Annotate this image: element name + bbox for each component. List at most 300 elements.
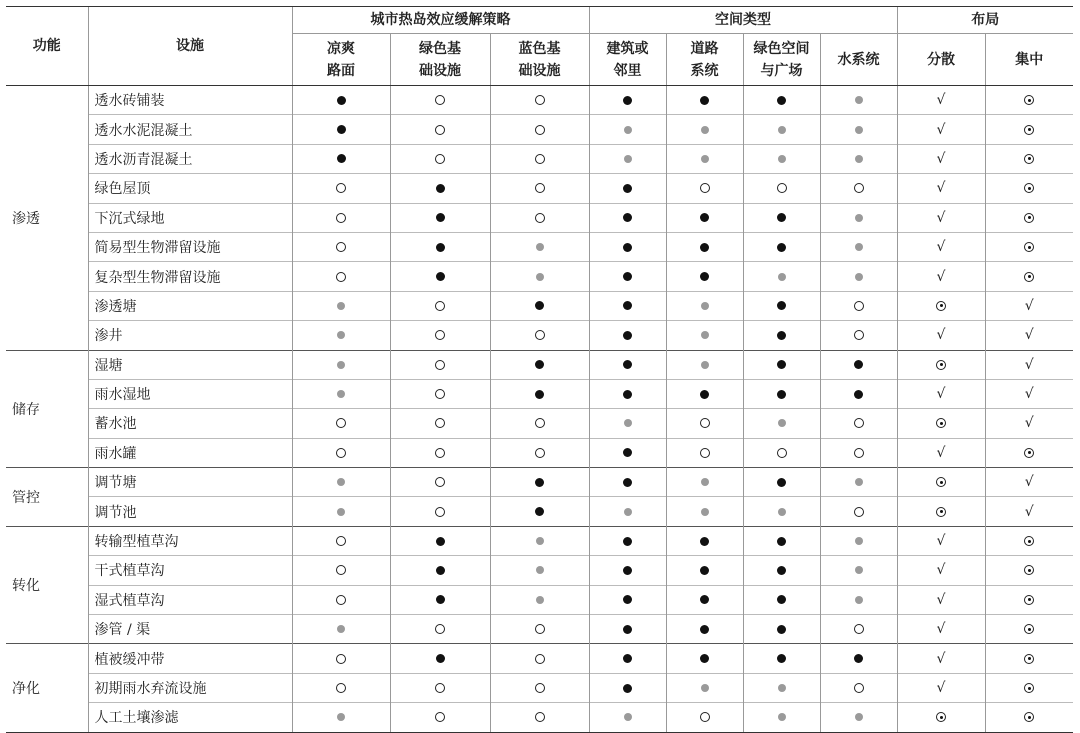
check-mark-icon: √ — [1024, 415, 1034, 432]
matrix-cell — [292, 556, 390, 585]
matrix-cell — [666, 232, 743, 261]
matrix-cell — [897, 203, 985, 232]
hollow-circle-icon — [854, 183, 864, 193]
hollow-circle-icon — [700, 418, 710, 428]
facility-name: 转输型植草沟 — [88, 526, 292, 555]
matrix-cell — [589, 468, 666, 497]
matrix-cell — [743, 585, 820, 614]
gray-dot-icon — [536, 596, 544, 604]
full-dot-icon — [623, 213, 632, 222]
matrix-cell — [292, 350, 390, 379]
matrix-cell — [589, 526, 666, 555]
matrix-cell — [743, 86, 820, 115]
matrix-cell — [292, 409, 390, 438]
subheader-road: 道路 系统 — [666, 34, 743, 86]
matrix-cell — [292, 497, 390, 526]
matrix-cell — [897, 526, 985, 555]
matrix-cell — [390, 585, 490, 614]
full-dot-icon — [436, 243, 445, 252]
matrix-cell — [666, 556, 743, 585]
facility-name: 人工土壤渗滤 — [88, 703, 292, 732]
matrix-cell — [390, 379, 490, 408]
matrix-cell — [743, 262, 820, 291]
gray-dot-icon — [701, 684, 709, 692]
hollow-circle-icon — [535, 95, 545, 105]
matrix-cell — [490, 350, 589, 379]
matrix-cell — [820, 585, 897, 614]
facility-name: 调节池 — [88, 497, 292, 526]
matrix-cell — [897, 673, 985, 702]
matrix-cell — [743, 291, 820, 320]
matrix-cell — [390, 644, 490, 673]
full-dot-icon — [700, 654, 709, 663]
full-dot-icon — [436, 213, 445, 222]
full-dot-icon — [777, 566, 786, 575]
matrix-cell — [390, 144, 490, 173]
hollow-circle-icon — [435, 683, 445, 693]
table-row — [6, 144, 1073, 173]
table-row — [6, 174, 1073, 203]
subheader-blue-infra: 蓝色基 础设施 — [490, 34, 589, 86]
gray-dot-icon — [337, 361, 345, 369]
matrix-cell — [743, 115, 820, 144]
gray-dot-icon — [855, 713, 863, 721]
dot-in-circle-icon — [1024, 213, 1034, 223]
hollow-circle-icon — [336, 242, 346, 252]
facility-name: 蓄水池 — [88, 409, 292, 438]
check-mark-icon: √ — [1024, 386, 1034, 403]
matrix-cell — [743, 174, 820, 203]
full-dot-icon — [436, 654, 445, 663]
hollow-circle-icon — [777, 183, 787, 193]
matrix-cell — [985, 497, 1073, 526]
gray-dot-icon — [536, 273, 544, 281]
hollow-circle-icon — [435, 712, 445, 722]
check-mark-icon: √ — [1024, 356, 1034, 373]
matrix-cell — [743, 409, 820, 438]
check-mark-icon: √ — [936, 150, 946, 167]
gray-dot-icon — [701, 302, 709, 310]
matrix-cell — [743, 203, 820, 232]
matrix-cell — [985, 291, 1073, 320]
matrix-cell — [897, 585, 985, 614]
full-dot-icon — [623, 243, 632, 252]
gray-dot-icon — [778, 273, 786, 281]
hollow-circle-icon — [535, 213, 545, 223]
matrix-cell — [820, 673, 897, 702]
matrix-cell — [666, 409, 743, 438]
matrix-cell — [490, 86, 589, 115]
hollow-circle-icon — [535, 624, 545, 634]
dot-in-circle-icon — [936, 712, 946, 722]
matrix-cell — [666, 203, 743, 232]
hollow-circle-icon — [435, 330, 445, 340]
check-mark-icon: √ — [936, 180, 946, 197]
check-mark-icon: √ — [936, 444, 946, 461]
matrix-cell — [390, 703, 490, 732]
matrix-cell — [666, 438, 743, 467]
matrix-cell — [292, 115, 390, 144]
matrix-cell — [820, 115, 897, 144]
matrix-cell — [743, 673, 820, 702]
hollow-circle-icon — [435, 448, 445, 458]
matrix-cell — [820, 262, 897, 291]
full-dot-icon — [623, 301, 632, 310]
matrix-cell — [666, 526, 743, 555]
table-row — [6, 526, 1073, 555]
hollow-circle-icon — [535, 183, 545, 193]
matrix-cell — [390, 556, 490, 585]
matrix-cell — [820, 556, 897, 585]
facility-name: 湿塘 — [88, 350, 292, 379]
gray-dot-icon — [701, 331, 709, 339]
full-dot-icon — [854, 654, 863, 663]
full-dot-icon — [854, 390, 863, 399]
matrix-cell — [292, 86, 390, 115]
full-dot-icon — [777, 595, 786, 604]
dot-in-circle-icon — [1024, 95, 1034, 105]
matrix-cell — [292, 291, 390, 320]
matrix-cell — [589, 438, 666, 467]
hollow-circle-icon — [435, 360, 445, 370]
subheader-building: 建筑或 邻里 — [589, 34, 666, 86]
matrix-cell — [589, 232, 666, 261]
matrix-cell — [390, 232, 490, 261]
gray-dot-icon — [337, 713, 345, 721]
matrix-cell — [820, 526, 897, 555]
function-cell: 管控 — [6, 468, 88, 527]
dot-in-circle-icon — [1024, 654, 1034, 664]
matrix-cell — [985, 438, 1073, 467]
facility-name: 绿色屋顶 — [88, 174, 292, 203]
matrix-cell — [897, 291, 985, 320]
matrix-cell — [985, 468, 1073, 497]
full-dot-icon — [777, 96, 786, 105]
matrix-cell — [897, 321, 985, 350]
matrix-cell — [897, 115, 985, 144]
subheader-green-infra: 绿色基 础设施 — [390, 34, 490, 86]
gray-dot-icon — [855, 96, 863, 104]
matrix-cell — [589, 291, 666, 320]
matrix-cell — [743, 644, 820, 673]
matrix-cell — [490, 321, 589, 350]
header-facility: 设施 — [88, 7, 292, 86]
hollow-circle-icon — [336, 448, 346, 458]
full-dot-icon — [623, 566, 632, 575]
dot-in-circle-icon — [936, 507, 946, 517]
matrix-cell — [490, 409, 589, 438]
matrix-cell — [985, 673, 1073, 702]
matrix-cell — [292, 703, 390, 732]
hollow-circle-icon — [336, 418, 346, 428]
matrix-cell — [292, 615, 390, 644]
dot-in-circle-icon — [1024, 595, 1034, 605]
full-dot-icon — [337, 154, 346, 163]
function-cell: 转化 — [6, 526, 88, 644]
matrix-cell — [743, 497, 820, 526]
full-dot-icon — [777, 243, 786, 252]
matrix-cell — [820, 203, 897, 232]
matrix-cell — [292, 673, 390, 702]
matrix-cell — [390, 615, 490, 644]
full-dot-icon — [623, 684, 632, 693]
facility-name: 湿式植草沟 — [88, 585, 292, 614]
full-dot-icon — [436, 272, 445, 281]
matrix-cell — [820, 644, 897, 673]
check-mark-icon: √ — [1024, 503, 1034, 520]
check-mark-icon: √ — [936, 680, 946, 696]
matrix-cell — [820, 438, 897, 467]
table-row — [6, 673, 1073, 702]
header-group-space: 空间类型 — [589, 7, 897, 34]
function-cell: 储存 — [6, 350, 88, 468]
hollow-circle-icon — [535, 154, 545, 164]
subheader-centralized: 集中 — [985, 34, 1073, 86]
matrix-cell — [743, 379, 820, 408]
matrix-cell — [897, 556, 985, 585]
matrix-cell — [897, 438, 985, 467]
check-mark-icon: √ — [936, 209, 946, 226]
matrix-cell — [589, 497, 666, 526]
matrix-cell — [390, 409, 490, 438]
matrix-cell — [589, 321, 666, 350]
table-row — [6, 438, 1073, 467]
matrix-cell — [743, 556, 820, 585]
matrix-cell — [390, 115, 490, 144]
full-dot-icon — [777, 390, 786, 399]
check-mark-icon: √ — [936, 121, 946, 138]
matrix-cell — [743, 232, 820, 261]
matrix-cell — [589, 615, 666, 644]
hollow-circle-icon — [854, 418, 864, 428]
hollow-circle-icon — [777, 448, 787, 458]
matrix-cell — [490, 644, 589, 673]
dot-in-circle-icon — [1024, 154, 1034, 164]
gray-dot-icon — [855, 214, 863, 222]
full-dot-icon — [777, 213, 786, 222]
matrix-cell — [666, 291, 743, 320]
matrix-cell — [390, 673, 490, 702]
matrix-cell — [589, 379, 666, 408]
full-dot-icon — [777, 331, 786, 340]
subheader-water-system: 水系统 — [820, 34, 897, 86]
matrix-cell — [589, 262, 666, 291]
matrix-cell — [985, 703, 1073, 732]
matrix-cell — [666, 468, 743, 497]
matrix-cell — [820, 321, 897, 350]
full-dot-icon — [700, 243, 709, 252]
check-mark-icon: √ — [936, 650, 946, 667]
facility-name: 下沉式绿地 — [88, 203, 292, 232]
gray-dot-icon — [624, 713, 632, 721]
table-row — [6, 703, 1073, 732]
matrix-cell — [390, 526, 490, 555]
full-dot-icon — [623, 654, 632, 663]
dot-in-circle-icon — [1024, 242, 1034, 252]
full-dot-icon — [535, 390, 544, 399]
hollow-circle-icon — [535, 712, 545, 722]
gray-dot-icon — [855, 243, 863, 251]
matrix-cell — [292, 438, 390, 467]
function-cell: 渗透 — [12, 210, 40, 227]
gray-dot-icon — [536, 537, 544, 545]
full-dot-icon — [777, 537, 786, 546]
check-mark-icon: √ — [936, 621, 946, 638]
full-dot-icon — [436, 184, 445, 193]
matrix-cell — [490, 232, 589, 261]
full-dot-icon — [777, 625, 786, 634]
matrix-cell — [897, 615, 985, 644]
table-row — [6, 585, 1073, 614]
matrix-cell — [985, 615, 1073, 644]
full-dot-icon — [623, 625, 632, 634]
matrix-cell — [820, 615, 897, 644]
matrix-cell — [490, 615, 589, 644]
hollow-circle-icon — [435, 477, 445, 487]
full-dot-icon — [623, 390, 632, 399]
matrix-cell — [897, 468, 985, 497]
hollow-circle-icon — [535, 654, 545, 664]
hollow-circle-icon — [336, 272, 346, 282]
table-row — [6, 497, 1073, 526]
check-mark-icon: √ — [936, 591, 946, 608]
matrix-cell — [985, 174, 1073, 203]
table-row — [6, 203, 1073, 232]
full-dot-icon — [623, 478, 632, 487]
table-row — [6, 262, 1073, 291]
table-row — [6, 291, 1073, 320]
check-mark-icon: √ — [1024, 297, 1034, 314]
gray-dot-icon — [624, 126, 632, 134]
hollow-circle-icon — [535, 683, 545, 693]
matrix-cell — [666, 350, 743, 379]
gray-dot-icon — [855, 596, 863, 604]
dot-in-circle-icon — [1024, 712, 1034, 722]
table-row — [6, 350, 1073, 379]
matrix-cell — [589, 86, 666, 115]
hollow-circle-icon — [854, 507, 864, 517]
full-dot-icon — [623, 184, 632, 193]
matrix-cell — [985, 526, 1073, 555]
matrix-cell — [743, 321, 820, 350]
matrix-cell — [897, 379, 985, 408]
subheader-dispersed: 分散 — [897, 34, 985, 86]
table-row — [6, 615, 1073, 644]
facility-name: 雨水湿地 — [88, 379, 292, 408]
dot-in-circle-icon — [1024, 272, 1034, 282]
matrix-cell — [390, 350, 490, 379]
dot-in-circle-icon — [1024, 536, 1034, 546]
matrix-cell — [589, 174, 666, 203]
gray-dot-icon — [855, 537, 863, 545]
check-mark-icon: √ — [936, 239, 946, 256]
matrix-cell — [589, 703, 666, 732]
matrix-cell — [985, 321, 1073, 350]
matrix-cell — [985, 144, 1073, 173]
matrix-cell — [490, 379, 589, 408]
matrix-cell — [589, 644, 666, 673]
check-mark-icon: √ — [1024, 474, 1034, 491]
matrix-cell — [390, 86, 490, 115]
hollow-circle-icon — [435, 301, 445, 311]
matrix-cell — [985, 379, 1073, 408]
matrix-cell — [390, 174, 490, 203]
matrix-cell — [666, 379, 743, 408]
table-row — [6, 379, 1073, 408]
facility-name: 渗管 / 渠 — [88, 615, 292, 644]
gray-dot-icon — [778, 419, 786, 427]
matrix-cell — [985, 644, 1073, 673]
gray-dot-icon — [337, 302, 345, 310]
matrix-cell — [490, 497, 589, 526]
dot-in-circle-icon — [1024, 448, 1034, 458]
matrix-cell — [897, 409, 985, 438]
matrix-cell — [985, 409, 1073, 438]
matrix-cell — [666, 585, 743, 614]
gray-dot-icon — [701, 126, 709, 134]
check-mark-icon: √ — [1024, 327, 1034, 344]
facility-name: 渗井 — [88, 321, 292, 350]
dot-in-circle-icon — [936, 418, 946, 428]
matrix-cell — [390, 203, 490, 232]
matrix-cell — [666, 262, 743, 291]
full-dot-icon — [777, 360, 786, 369]
dot-in-circle-icon — [936, 301, 946, 311]
full-dot-icon — [700, 213, 709, 222]
matrix-cell — [820, 86, 897, 115]
table-body — [6, 86, 1073, 733]
matrix-cell — [743, 438, 820, 467]
table-row — [6, 86, 1073, 115]
matrix-cell — [589, 203, 666, 232]
dot-in-circle-icon — [1024, 683, 1034, 693]
header-group-strategy: 城市热岛效应缓解策略 — [292, 7, 589, 34]
subheader-cool-pavement: 凉爽 路面 — [292, 34, 390, 86]
matrix-cell — [985, 585, 1073, 614]
hollow-circle-icon — [535, 330, 545, 340]
full-dot-icon — [700, 96, 709, 105]
matrix-cell — [743, 468, 820, 497]
matrix-cell — [897, 86, 985, 115]
check-mark-icon: √ — [936, 533, 946, 550]
facility-name: 调节塘 — [88, 468, 292, 497]
facility-matrix-table — [6, 6, 1073, 733]
matrix-cell — [390, 321, 490, 350]
matrix-cell — [292, 585, 390, 614]
full-dot-icon — [623, 272, 632, 281]
full-dot-icon — [623, 96, 632, 105]
hollow-circle-icon — [435, 507, 445, 517]
full-dot-icon — [623, 595, 632, 604]
gray-dot-icon — [337, 625, 345, 633]
matrix-cell — [589, 409, 666, 438]
full-dot-icon — [700, 625, 709, 634]
hollow-circle-icon — [854, 330, 864, 340]
matrix-cell — [490, 262, 589, 291]
table-row — [6, 644, 1073, 673]
matrix-cell — [490, 585, 589, 614]
matrix-cell — [897, 703, 985, 732]
full-dot-icon — [436, 566, 445, 575]
matrix-cell — [820, 468, 897, 497]
dot-in-circle-icon — [1024, 125, 1034, 135]
matrix-cell — [292, 321, 390, 350]
facility-name: 干式植草沟 — [88, 556, 292, 585]
gray-dot-icon — [778, 684, 786, 692]
hollow-circle-icon — [700, 712, 710, 722]
matrix-cell — [490, 703, 589, 732]
gray-dot-icon — [701, 508, 709, 516]
